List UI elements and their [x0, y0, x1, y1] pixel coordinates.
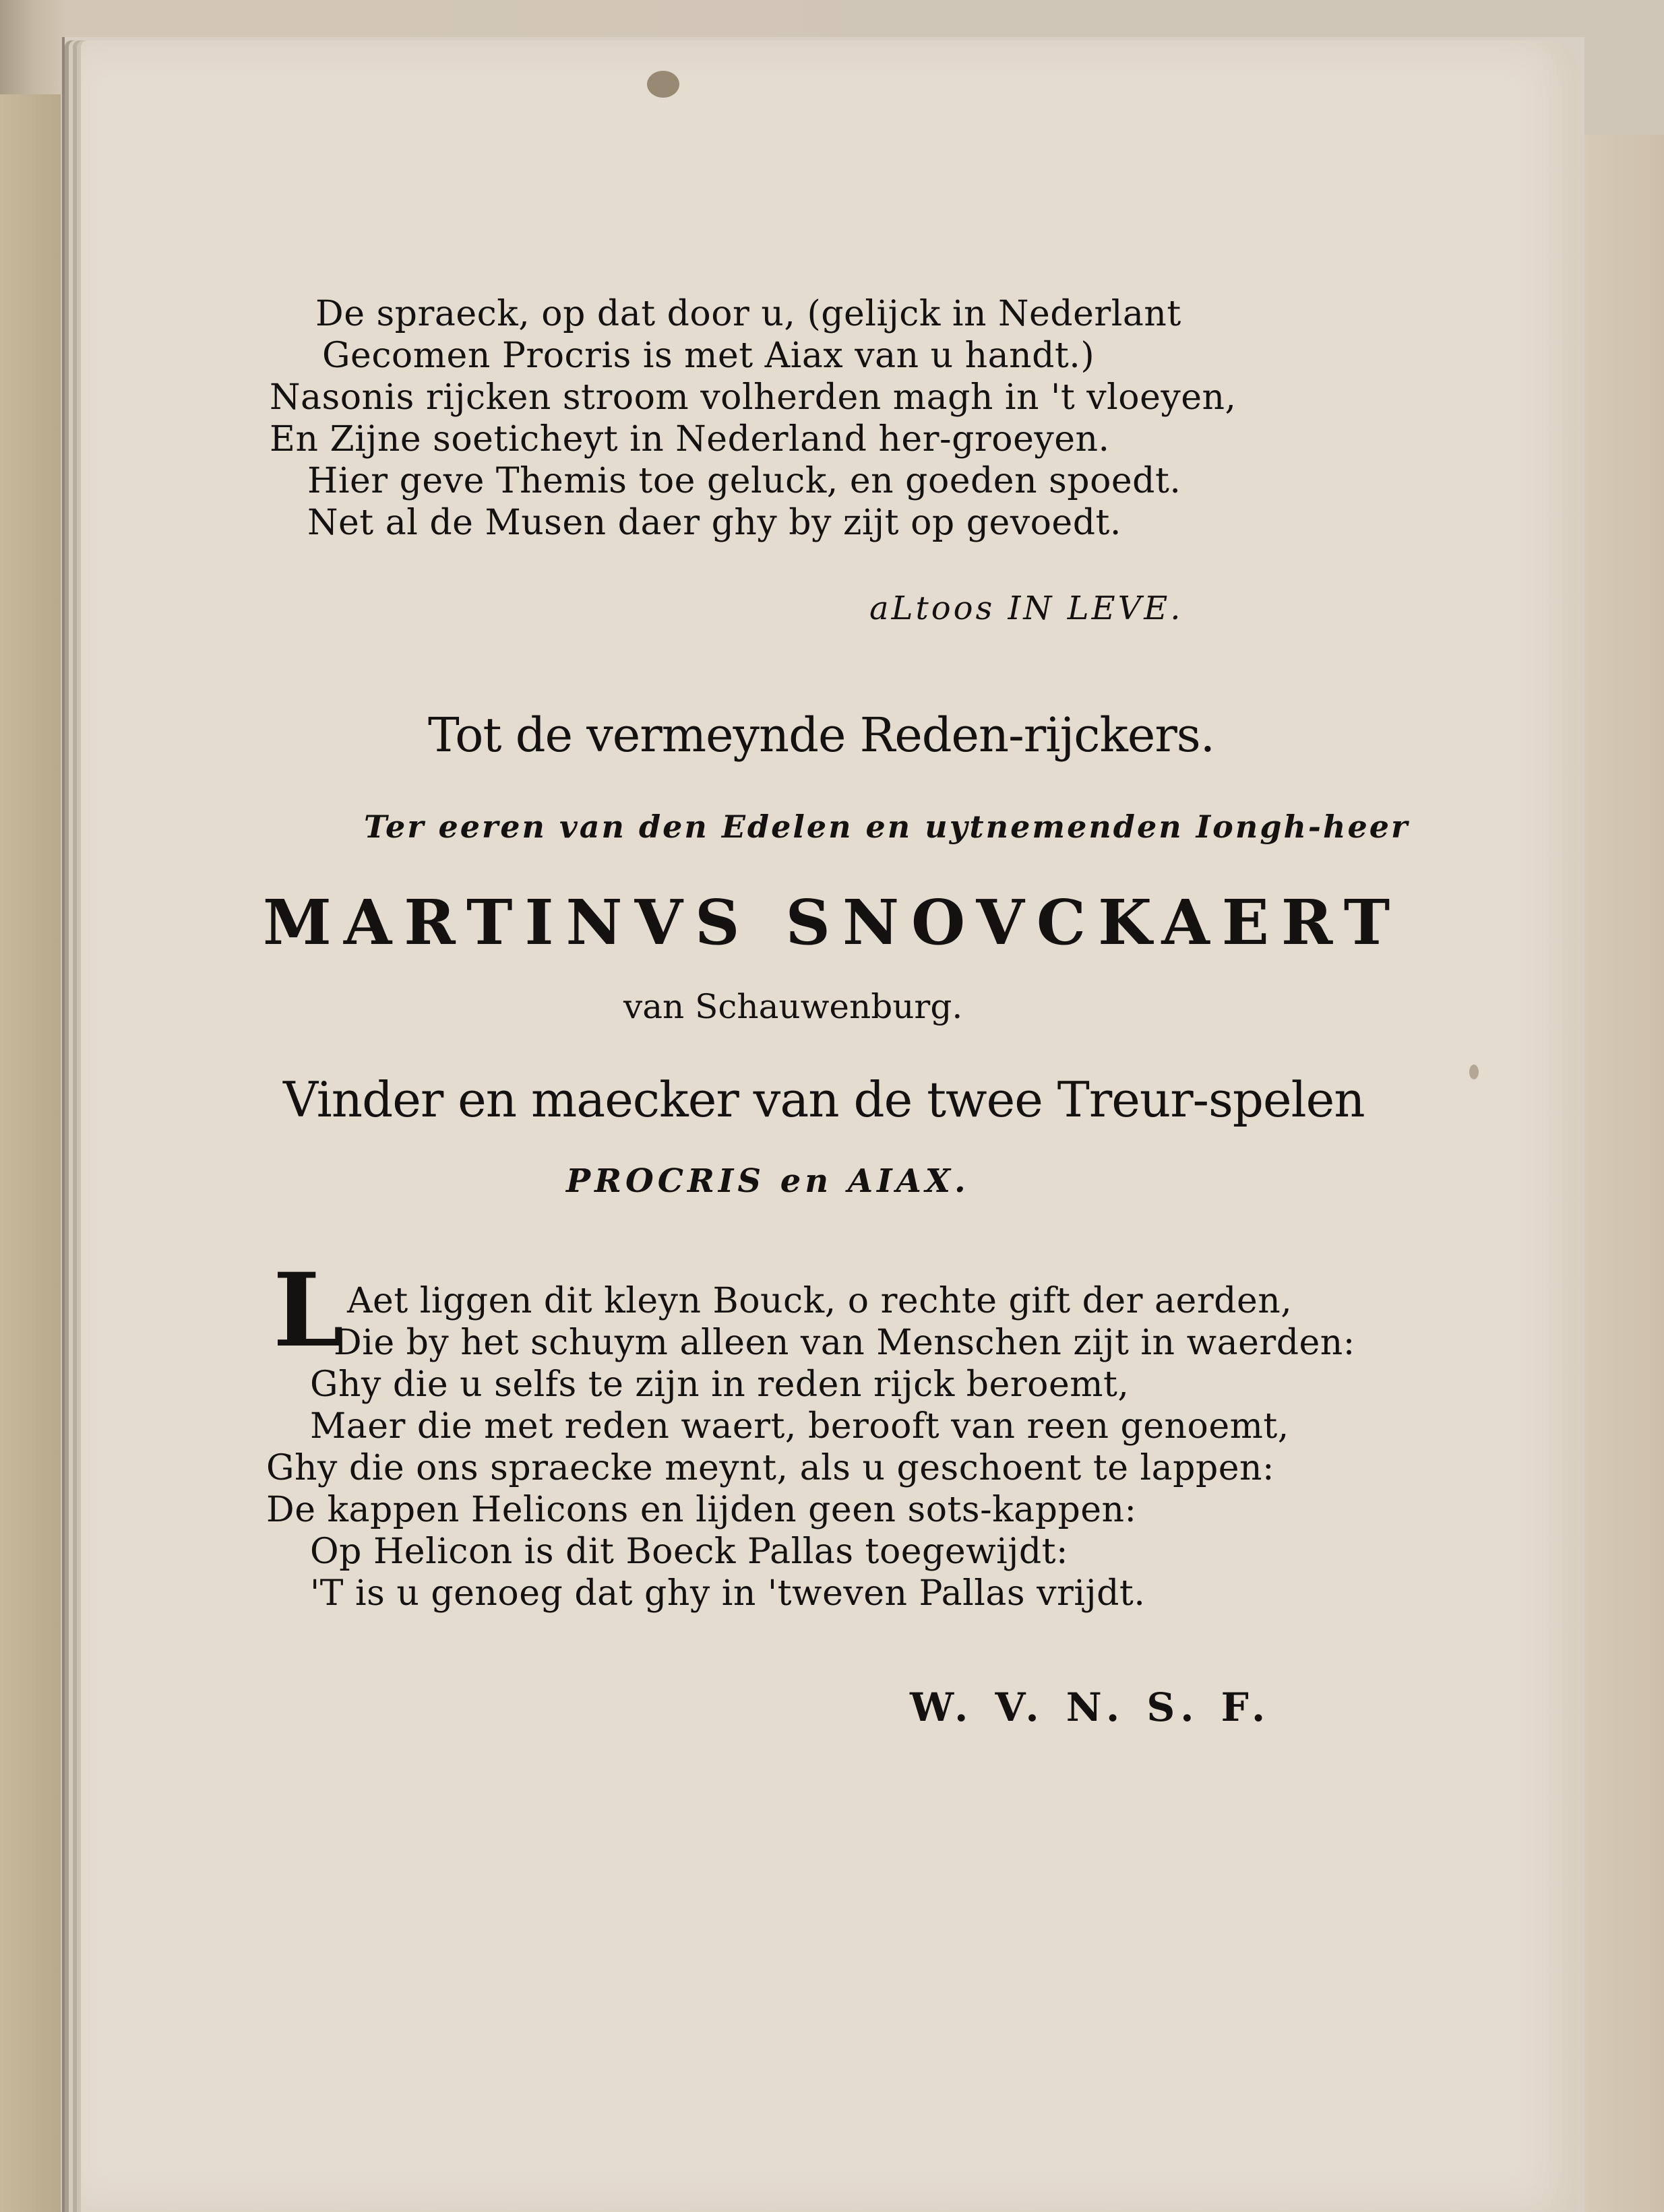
top-poem-line-6: Net al de Musen daer ghy by zijt op gevoedt. — [307, 503, 1121, 543]
motto-signature: aLtoos IN LEVE. — [869, 590, 1183, 627]
ink-spot — [647, 71, 679, 98]
page-title: Tot de vermeynde Reden-rijckers. — [428, 707, 1214, 763]
honoree-name: MARTINVS SNOVCKAERT — [263, 886, 1403, 959]
top-poem-line-4: En Zijne soeticheyt in Nederland her-groeyen. — [270, 419, 1110, 460]
honoree-place: van Schauwenburg. — [623, 987, 963, 1026]
book-page — [81, 40, 1577, 2212]
top-poem-line-3: Nasonis rijcken stroom volherden magh in 't vloeyen, — [270, 377, 1237, 418]
top-poem-line-2: Gecomen Procris is met Aiax van u handt.) — [322, 336, 1095, 376]
top-poem-line-5: Hier geve Themis toe geluck, en goeden spoedt. — [307, 461, 1181, 501]
play-titles: PROCRIS en AIAX. — [566, 1162, 970, 1200]
poem-line-5: Ghy die ons spraecke meynt, als u geschoent te lappen: — [266, 1448, 1275, 1488]
poem-line-2: Die by het schuym alleen van Menschen zijt in waerden: — [334, 1323, 1355, 1363]
drop-cap-initial: L — [273, 1251, 344, 1370]
dedication-line: Ter eeren van den Edelen en uytnemenden Iongh-heer — [364, 809, 1410, 845]
adjacent-page-left — [0, 94, 61, 2212]
poem-line-8: 'T is u genoeg dat ghy in 'tweven Pallas vrijdt. — [310, 1573, 1146, 1614]
ink-spot — [1469, 1065, 1479, 1079]
poem-line-3: Ghy die u selfs te zijn in reden rijck beroemt, — [310, 1364, 1130, 1405]
poem-line-1: Aet liggen dit kleyn Bouck, o rechte gift der aerden, — [347, 1281, 1293, 1321]
poem-line-7: Op Helicon is dit Boeck Pallas toegewijdt: — [310, 1531, 1069, 1572]
poem-line-6: De kappen Helicons en lijden geen sots-kappen: — [266, 1490, 1137, 1530]
author-description: Vinder en maecker van de twee Treur-spelen — [283, 1071, 1365, 1128]
author-initials: W. V. N. S. F. — [910, 1684, 1272, 1730]
poem-line-4: Maer die met reden waert, berooft van reen genoemt, — [310, 1406, 1289, 1447]
top-poem-line-1: De spraeck, op dat door u, (gelijck in Nederlant — [315, 294, 1181, 334]
